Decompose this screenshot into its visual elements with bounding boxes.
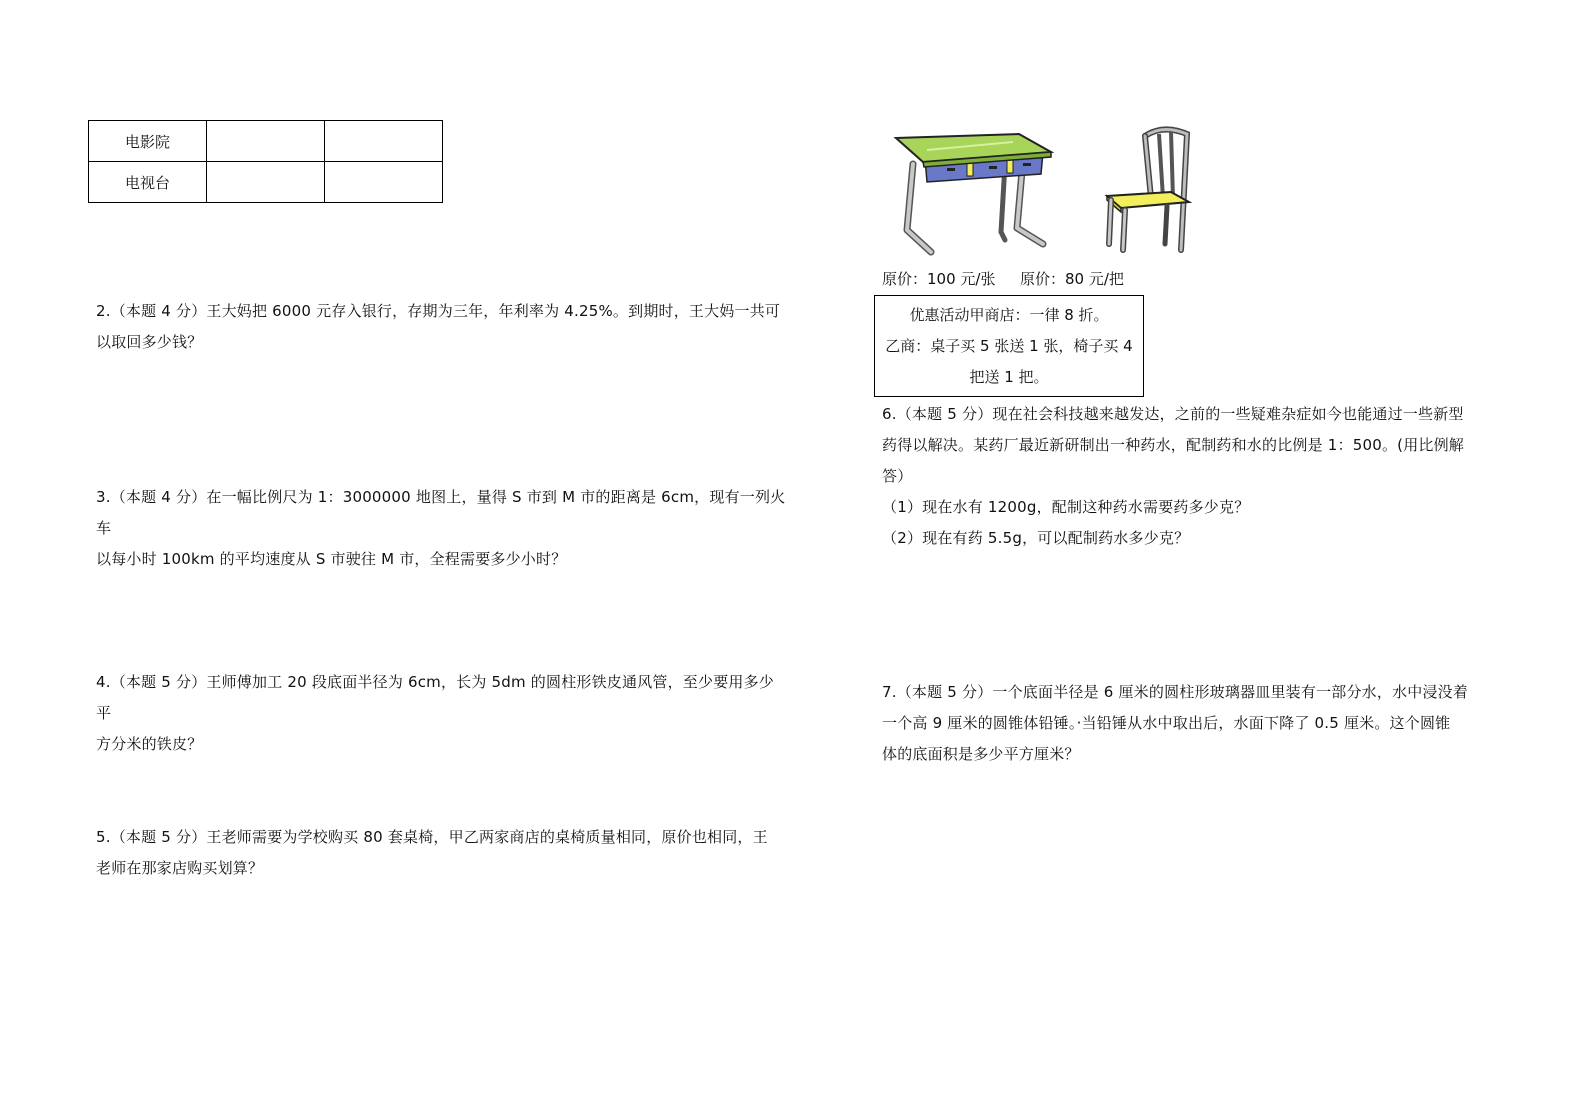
question-text: 5.（本题 5 分）王老师需要为学校购买 80 套桌椅，甲乙两家商店的桌椅质量相同，原价也相同，王	[96, 828, 768, 846]
table-cell	[325, 121, 443, 162]
table-row	[89, 162, 443, 203]
question-6	[882, 399, 1492, 554]
promotion-text: 把送 1 把。	[969, 368, 1049, 386]
question-text: 老师在那家店购买划算？	[96, 859, 264, 877]
table-row-label: 电视台	[89, 162, 207, 203]
table-cell	[207, 121, 325, 162]
question-text: 3.（本题 4 分）在一幅比例尺为 1：3000000 地图上，量得 S 市到 M 市的距离是 6cm，现有一列火车	[96, 488, 786, 537]
question-text: 体的底面积是多少平方厘米？	[882, 745, 1080, 763]
question-text: 一个高 9 厘米的圆锥体铅锤。·当铅锤从水中取出后，水面下降了 0.5 厘米。这个圆锥	[882, 714, 1451, 732]
question-text: 2.（本题 4 分）王大妈把 6000 元存入银行，存期为三年，年利率为 4.25%。到期时，王大妈一共可	[96, 302, 781, 320]
question-text: 以每小时 100km 的平均速度从 S 市驶往 M 市，全程需要多少小时？	[96, 550, 567, 568]
desk-icon	[893, 130, 1055, 256]
question-3	[96, 482, 786, 575]
chair-price: 原价：80 元/把	[1020, 270, 1124, 288]
table-cell	[207, 162, 325, 203]
question-text: 7.（本题 5 分）一个底面半径是 6 厘米的圆柱形玻璃器皿里装有一部分水，水中浸没着	[882, 683, 1469, 701]
table-cell	[325, 162, 443, 203]
question-7	[882, 677, 1492, 770]
question-text: 方分米的铁皮？	[96, 735, 203, 753]
question-text: 4.（本题 5 分）王师傅加工 20 段底面半径为 6cm，长为 5dm 的圆柱形铁皮通风管，至少要用多少平	[96, 673, 775, 722]
question-text: 以取回多少钱？	[96, 333, 203, 351]
question-4	[96, 667, 786, 760]
promotion-box	[874, 295, 1144, 397]
desk-price: 原价：100 元/张	[882, 270, 996, 288]
question-subpart: （1）现在水有 1200g，配制这种药水需要药多少克？	[882, 498, 1250, 516]
question-5	[96, 822, 786, 884]
question-2	[96, 296, 786, 358]
question-text: 答）	[882, 467, 913, 485]
promotion-text: 优惠活动甲商店：一律 8 折。	[909, 306, 1109, 324]
table-row-label: 电影院	[89, 121, 207, 162]
answer-table	[88, 120, 443, 203]
question-text: 药得以解决。某药厂最近新研制出一种药水，配制药和水的比例是 1：500。(用比例解	[882, 436, 1464, 454]
table-row	[89, 121, 443, 162]
question-subpart: （2）现在有药 5.5g，可以配制药水多少克？	[882, 529, 1190, 547]
chair-icon	[1101, 126, 1193, 254]
question-text: 6.（本题 5 分）现在社会科技越来越发达，之前的一些疑难杂症如今也能通过一些新型	[882, 405, 1464, 423]
promotion-text: 乙商：桌子买 5 张送 1 张，椅子买 4	[885, 337, 1133, 355]
